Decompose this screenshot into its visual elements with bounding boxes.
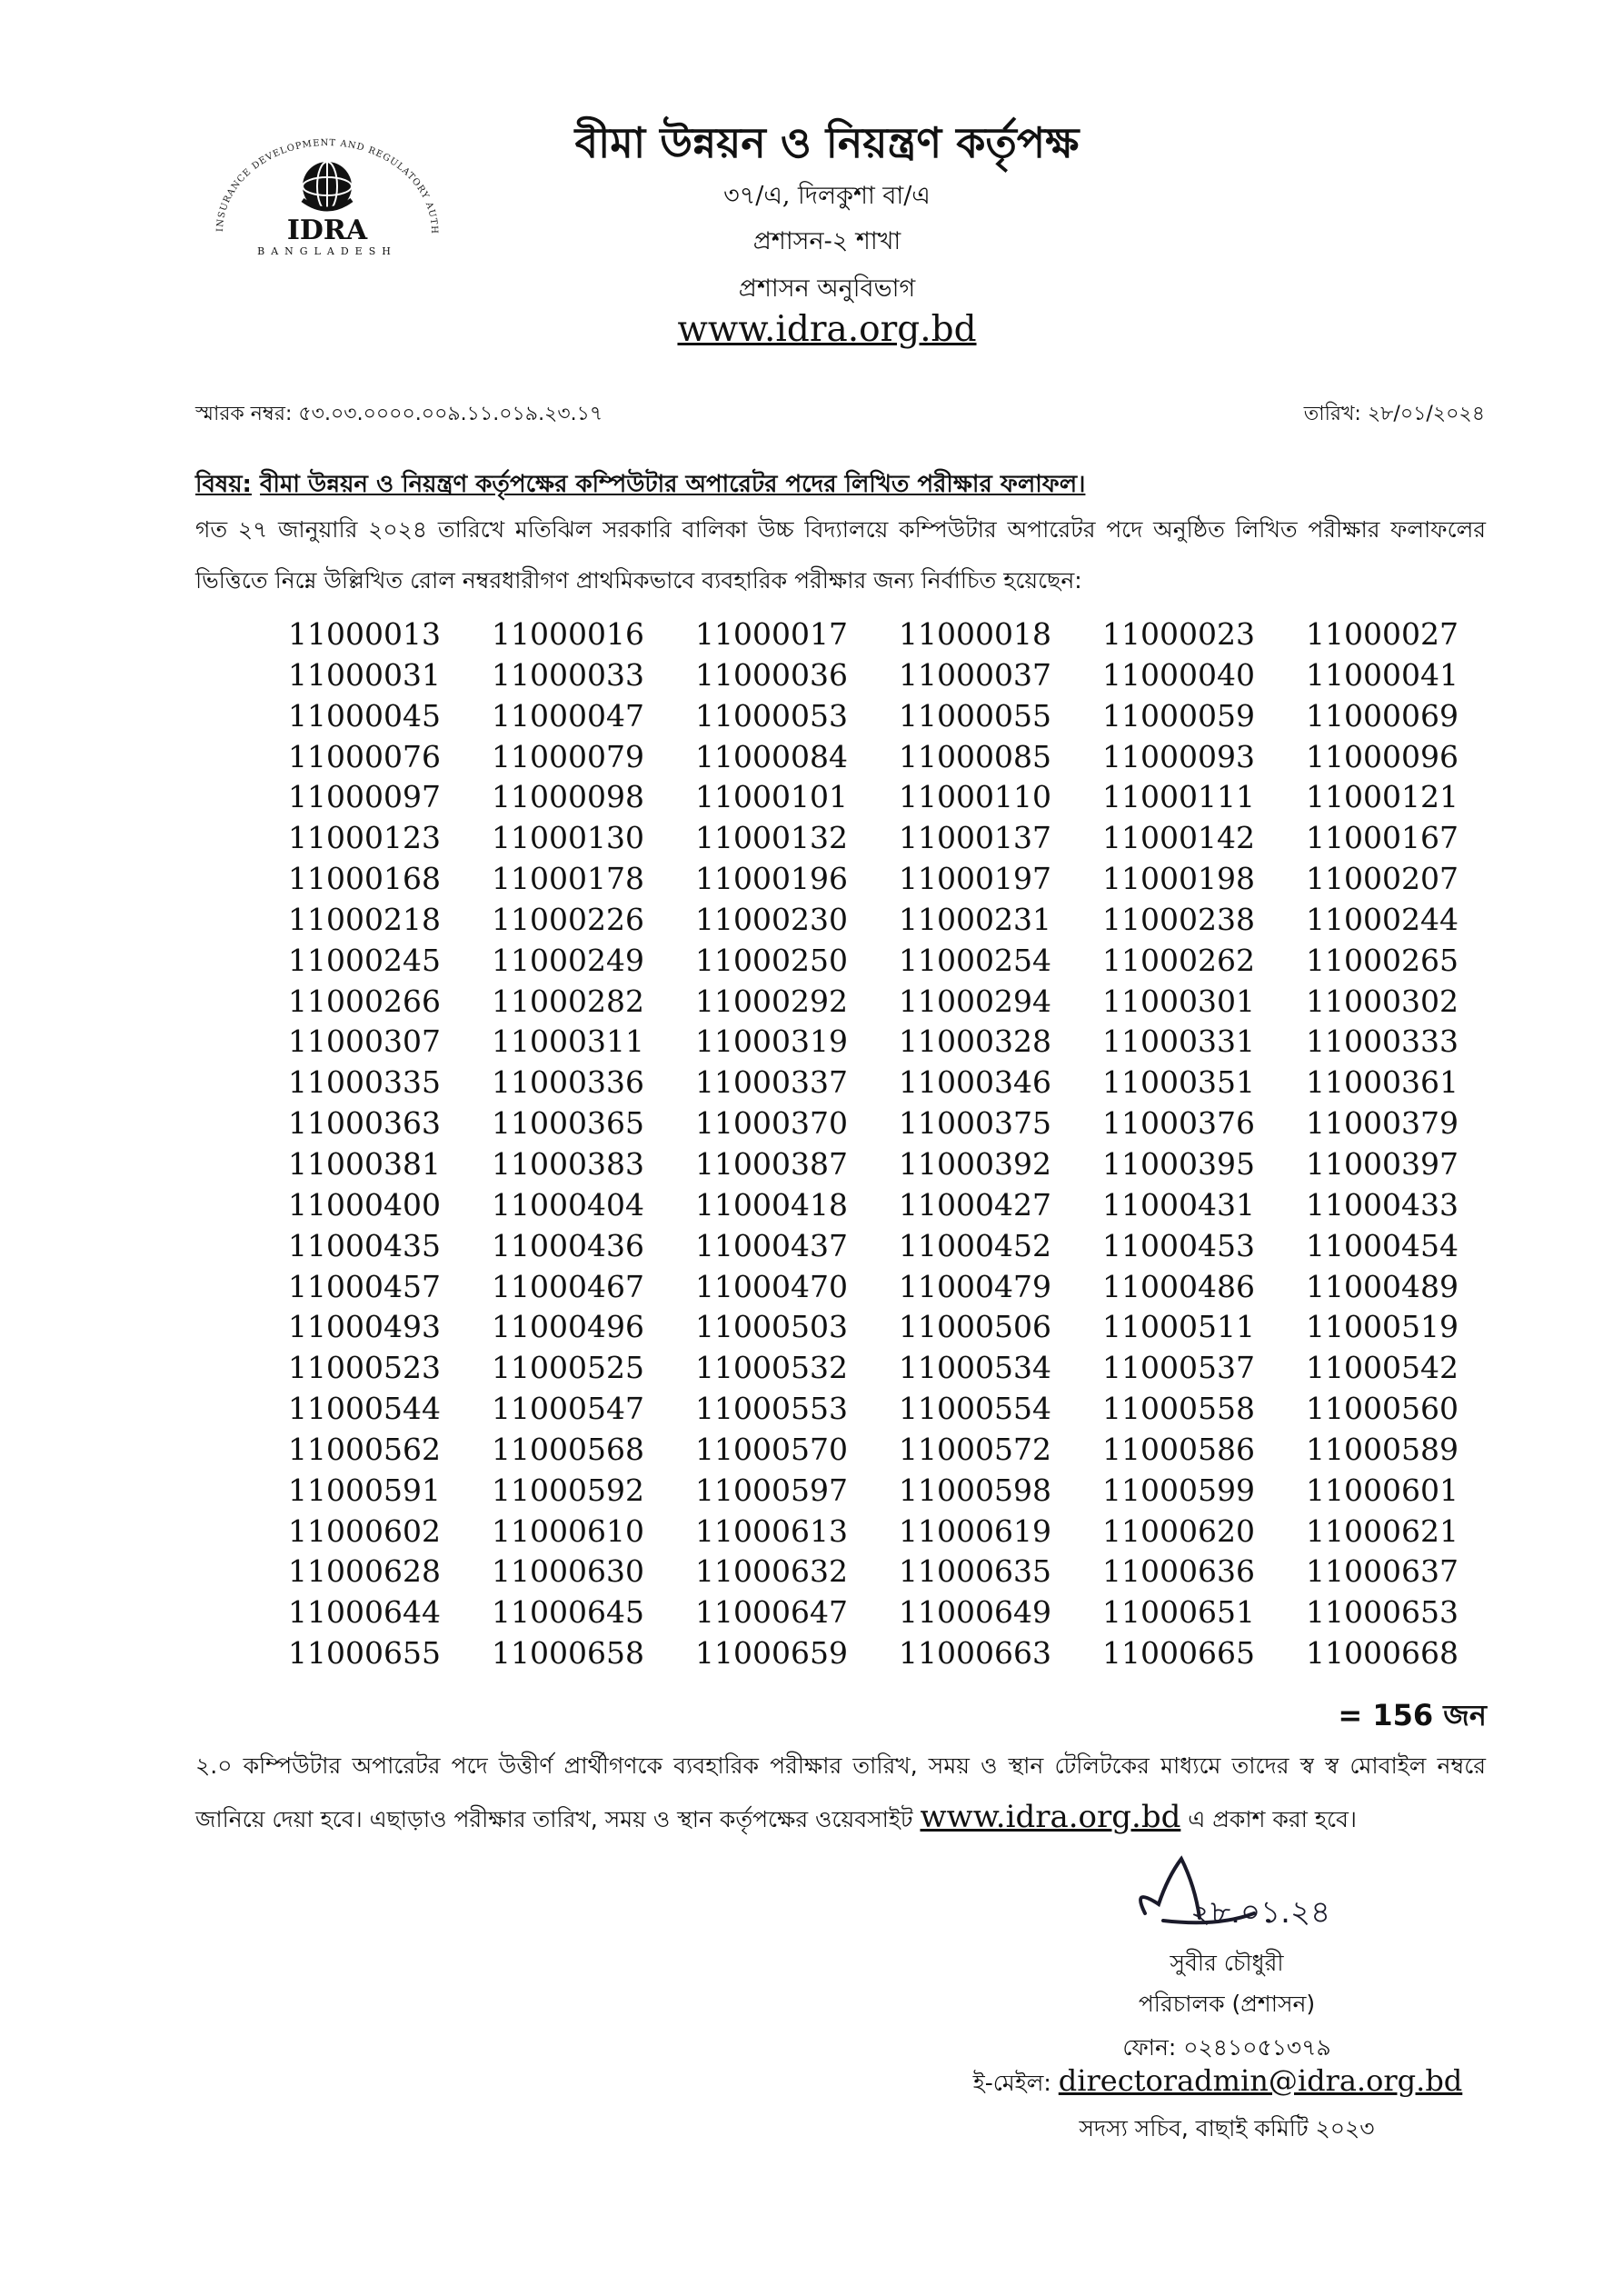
roll-number: 11000037 (899, 656, 1051, 693)
roll-number: 11000601 (1306, 1472, 1459, 1508)
roll-number: 11000598 (899, 1472, 1051, 1508)
roll-number: 11000659 (695, 1635, 848, 1672)
roll-number: 11000486 (1102, 1268, 1255, 1304)
roll-number: 11000436 (492, 1227, 644, 1263)
roll-number: 11000534 (899, 1350, 1051, 1386)
signature (1127, 1850, 1399, 1941)
roll-number: 11000282 (492, 983, 644, 1019)
roll-number: 11000055 (899, 697, 1051, 734)
roll-number: 11000045 (288, 697, 441, 734)
roll-number: 11000489 (1306, 1268, 1459, 1304)
roll-number: 11000363 (288, 1105, 441, 1142)
roll-number: 11000069 (1306, 697, 1459, 734)
roll-number: 11000503 (695, 1309, 848, 1345)
roll-number: 11000059 (1102, 697, 1255, 734)
website-link[interactable]: www.idra.org.bd (677, 309, 977, 350)
roll-number: 11000238 (1102, 901, 1255, 937)
signer-email-line (936, 2063, 1499, 2104)
roll-number: 11000226 (492, 901, 644, 937)
roll-number: 11000245 (288, 942, 441, 978)
roll-number: 11000620 (1102, 1512, 1255, 1549)
roll-number: 11000093 (1102, 738, 1255, 774)
roll-number: 11000572 (899, 1431, 1051, 1467)
note-website-link[interactable]: www.idra.org.bd (920, 1799, 1181, 1835)
subject-label: বিষয়: (195, 471, 252, 498)
roll-number: 11000554 (899, 1391, 1051, 1427)
roll-number: 11000302 (1306, 983, 1459, 1019)
logo-ring-text: INSURANCE DEVELOPMENT AND REGULATORY AUTH (214, 137, 440, 235)
roll-number: 11000319 (695, 1023, 848, 1060)
logo-country: BANGLADESH (257, 245, 397, 257)
roll-number: 11000493 (288, 1309, 441, 1345)
note-paragraph (195, 1741, 1486, 1845)
roll-number: 11000602 (288, 1512, 441, 1549)
roll-number: 11000294 (899, 983, 1051, 1019)
roll-number: 11000218 (288, 901, 441, 937)
roll-number: 11000558 (1102, 1391, 1255, 1427)
logo-name: IDRA (286, 215, 368, 246)
roll-number: 11000635 (899, 1553, 1051, 1590)
roll-number: 11000663 (899, 1635, 1051, 1672)
roll-number: 11000307 (288, 1023, 441, 1060)
roll-number: 11000262 (1102, 942, 1255, 978)
roll-number: 11000519 (1306, 1309, 1459, 1345)
memo-number: স্মারক নম্বর: ৫৩.০৩.০০০০.০০৯.১১.০১৯.২৩.১৭ (195, 403, 603, 425)
roll-number: 11000337 (695, 1064, 848, 1101)
roll-number: 11000613 (695, 1512, 848, 1549)
roll-number: 11000470 (695, 1268, 848, 1304)
roll-number: 11000395 (1102, 1145, 1255, 1182)
roll-number: 11000167 (1306, 820, 1459, 856)
roll-number: 11000645 (492, 1594, 644, 1631)
signer-name: সুবীর চৌধুরী (1170, 1950, 1284, 1976)
roll-number: 11000130 (492, 820, 644, 856)
roll-number: 11000040 (1102, 656, 1255, 693)
roll-number: 11000079 (492, 738, 644, 774)
roll-number: 11000336 (492, 1064, 644, 1101)
roll-number: 11000610 (492, 1512, 644, 1549)
roll-number: 11000292 (695, 983, 848, 1019)
roll-number: 11000331 (1102, 1023, 1255, 1060)
roll-number: 11000178 (492, 861, 644, 897)
roll-number: 11000036 (695, 656, 848, 693)
roll-number: 11000649 (899, 1594, 1051, 1631)
roll-number: 11000454 (1306, 1227, 1459, 1263)
address: ৩৭/এ, দিলকুশা বা/এ (723, 182, 931, 210)
roll-number: 11000031 (288, 656, 441, 693)
roll-number: 11000628 (288, 1553, 441, 1590)
roll-number: 11000467 (492, 1268, 644, 1304)
roll-number: 11000592 (492, 1472, 644, 1508)
roll-number: 11000101 (695, 779, 848, 815)
note-text-before: ২.০ কম্পিউটার অপারেটর পদে উত্তীর্ণ প্রার্থীগণকে ব্যবহারিক পরীক্ষার তারিখ, সময় ও স্থান টেলিটকের মাধ্যমে তাদের স্ব স্ব মোবাইল নম্বরে জানিয়ে দেয়া হবে। এছাড়াও পরীক্ষার তারিখ, সময় ও স্থান কর্তৃপক্ষের ওয়েবসাইট (195, 1752, 1486, 1832)
roll-number: 11000496 (492, 1309, 644, 1345)
roll-number: 11000647 (695, 1594, 848, 1631)
subject-line (195, 465, 1486, 505)
roll-number: 11000249 (492, 942, 644, 978)
roll-number: 11000532 (695, 1350, 848, 1386)
roll-number: 11000168 (288, 861, 441, 897)
roll-number: 11000301 (1102, 983, 1255, 1019)
roll-number: 11000668 (1306, 1635, 1459, 1672)
roll-number: 11000311 (492, 1023, 644, 1060)
roll-number: 11000254 (899, 942, 1051, 978)
email-label: ই-মেইল: (972, 2070, 1059, 2096)
roll-number: 11000435 (288, 1227, 441, 1263)
roll-number: 11000098 (492, 779, 644, 815)
roll-number: 11000644 (288, 1594, 441, 1631)
roll-number: 11000525 (492, 1350, 644, 1386)
roll-number: 11000110 (899, 779, 1051, 815)
roll-number: 11000017 (695, 616, 848, 652)
signature-date: ২৮.০১.২৪ (1190, 1894, 1331, 1931)
roll-number: 11000230 (695, 901, 848, 937)
roll-number: 11000433 (1306, 1186, 1459, 1223)
roll-number: 11000018 (899, 616, 1051, 652)
roll-number: 11000381 (288, 1145, 441, 1182)
roll-number: 11000597 (695, 1472, 848, 1508)
roll-number: 11000665 (1102, 1635, 1255, 1672)
roll-number: 11000244 (1306, 901, 1459, 937)
roll-number: 11000547 (492, 1391, 644, 1427)
roll-number: 11000599 (1102, 1472, 1255, 1508)
roll-number: 11000537 (1102, 1350, 1255, 1386)
roll-number: 11000397 (1306, 1145, 1459, 1182)
roll-number: 11000041 (1306, 656, 1459, 693)
roll-number: 11000453 (1102, 1227, 1255, 1263)
roll-number: 11000084 (695, 738, 848, 774)
roll-number: 11000562 (288, 1431, 441, 1467)
signature-scribble-icon (1127, 1850, 1399, 1941)
roll-number: 11000121 (1306, 779, 1459, 815)
roll-number: 11000137 (899, 820, 1051, 856)
roll-number: 11000197 (899, 861, 1051, 897)
roll-number: 11000207 (1306, 861, 1459, 897)
roll-number: 11000053 (695, 697, 848, 734)
roll-number: 11000630 (492, 1553, 644, 1590)
roll-number: 11000655 (288, 1635, 441, 1672)
roll-number: 11000123 (288, 820, 441, 856)
roll-number: 11000621 (1306, 1512, 1459, 1549)
roll-number: 11000392 (899, 1145, 1051, 1182)
roll-number: 11000651 (1102, 1594, 1255, 1631)
roll-number: 11000400 (288, 1186, 441, 1223)
roll-number: 11000375 (899, 1105, 1051, 1142)
roll-number: 11000591 (288, 1472, 441, 1508)
subject-text: বীমা উন্নয়ন ও নিয়ন্ত্রণ কর্তৃপক্ষের কম্পিউটার অপারেটর পদের লিখিত পরীক্ষার ফলাফল। (260, 471, 1086, 498)
roll-number: 11000265 (1306, 942, 1459, 978)
signer-phone: ফোন: ০২৪১০৫১৩৭৯ (1122, 2034, 1331, 2061)
roll-number: 11000418 (695, 1186, 848, 1223)
roll-number: 11000542 (1306, 1350, 1459, 1386)
document-date: তারিখ: ২৮/০১/২০২৪ (1303, 403, 1485, 425)
roll-number: 11000370 (695, 1105, 848, 1142)
roll-number: 11000589 (1306, 1431, 1459, 1467)
roll-number: 11000013 (288, 616, 441, 652)
roll-number: 11000047 (492, 697, 644, 734)
roll-number: 11000383 (492, 1145, 644, 1182)
roll-number: 11000452 (899, 1227, 1051, 1263)
roll-number: 11000076 (288, 738, 441, 774)
roll-number: 11000427 (899, 1186, 1051, 1223)
roll-number: 11000637 (1306, 1553, 1459, 1590)
signer-email[interactable]: directoradmin@idra.org.bd (1058, 2063, 1463, 2098)
roll-number: 11000619 (899, 1512, 1051, 1549)
roll-number: 11000016 (492, 616, 644, 652)
roll-number: 11000023 (1102, 616, 1255, 652)
roll-number: 11000333 (1306, 1023, 1459, 1060)
roll-number: 11000653 (1306, 1594, 1459, 1631)
roll-number: 11000132 (695, 820, 848, 856)
roll-number: 11000196 (695, 861, 848, 897)
roll-number: 11000361 (1306, 1064, 1459, 1101)
roll-number: 11000335 (288, 1064, 441, 1101)
roll-number: 11000636 (1102, 1553, 1255, 1590)
roll-number: 11000437 (695, 1227, 848, 1263)
roll-number: 11000658 (492, 1635, 644, 1672)
roll-number: 11000632 (695, 1553, 848, 1590)
roll-number: 11000586 (1102, 1431, 1255, 1467)
roll-number: 11000379 (1306, 1105, 1459, 1142)
roll-number: 11000544 (288, 1391, 441, 1427)
roll-number: 11000096 (1306, 738, 1459, 774)
roll-number: 11000027 (1306, 616, 1459, 652)
roll-number: 11000365 (492, 1105, 644, 1142)
roll-number: 11000085 (899, 738, 1051, 774)
roll-number: 11000142 (1102, 820, 1255, 856)
roll-number: 11000033 (492, 656, 644, 693)
roll-number: 11000198 (1102, 861, 1255, 897)
intro-paragraph: গত ২৭ জানুয়ারি ২০২৪ তারিখে মতিঝিল সরকারি বালিকা উচ্চ বিদ্যালয়ে কম্পিউটার অপারেটর পদে অনুষ্ঠিত লিখিত পরীক্ষার ফলাফলের ভিত্তিতে নিম্নে উল্লিখিত রোল নম্বরধারীগণ প্রাথমিকভাবে ব্যবহারিক পরীক্ষার জন্য নির্বাচিত হয়েছেন: (195, 516, 1486, 594)
roll-number: 11000523 (288, 1350, 441, 1386)
roll-number: 11000387 (695, 1145, 848, 1182)
roll-number: 11000111 (1102, 779, 1255, 815)
roll-number: 11000570 (695, 1431, 848, 1467)
roll-number: 11000568 (492, 1431, 644, 1467)
roll-number: 11000511 (1102, 1309, 1255, 1345)
roll-number: 11000231 (899, 901, 1051, 937)
branch: প্রশাসন-২ শাখা (752, 227, 901, 255)
roll-number: 11000346 (899, 1064, 1051, 1101)
division: প্রশাসন অনুবিভাগ (738, 275, 916, 303)
note-text-after: এ প্রকাশ করা হবে। (1180, 1806, 1357, 1832)
roll-number: 11000250 (695, 942, 848, 978)
signer-designation: পরিচালক (প্রশাসন) (1138, 1991, 1316, 2017)
signer-committee: সদস্য সচিব, বাছাই কমিটি ২০২৩ (1079, 2115, 1375, 2141)
roll-number: 11000506 (899, 1309, 1051, 1345)
roll-number: 11000431 (1102, 1186, 1255, 1223)
roll-number: 11000457 (288, 1268, 441, 1304)
roll-number: 11000328 (899, 1023, 1051, 1060)
roll-number: 11000097 (288, 779, 441, 815)
roll-number: 11000404 (492, 1186, 644, 1223)
roll-number-grid (288, 614, 1506, 1674)
roll-number: 11000351 (1102, 1064, 1255, 1101)
roll-number: 11000560 (1306, 1391, 1459, 1427)
roll-number: 11000266 (288, 983, 441, 1019)
org-name: বীমা উন্নয়ন ও নিয়ন্ত্রণ কর্তৃপক্ষ (574, 118, 1080, 167)
roll-number: 11000479 (899, 1268, 1051, 1304)
roll-number: 11000376 (1102, 1105, 1255, 1142)
total-count: = 156 জন (1338, 1698, 1487, 1732)
roll-number: 11000553 (695, 1391, 848, 1427)
